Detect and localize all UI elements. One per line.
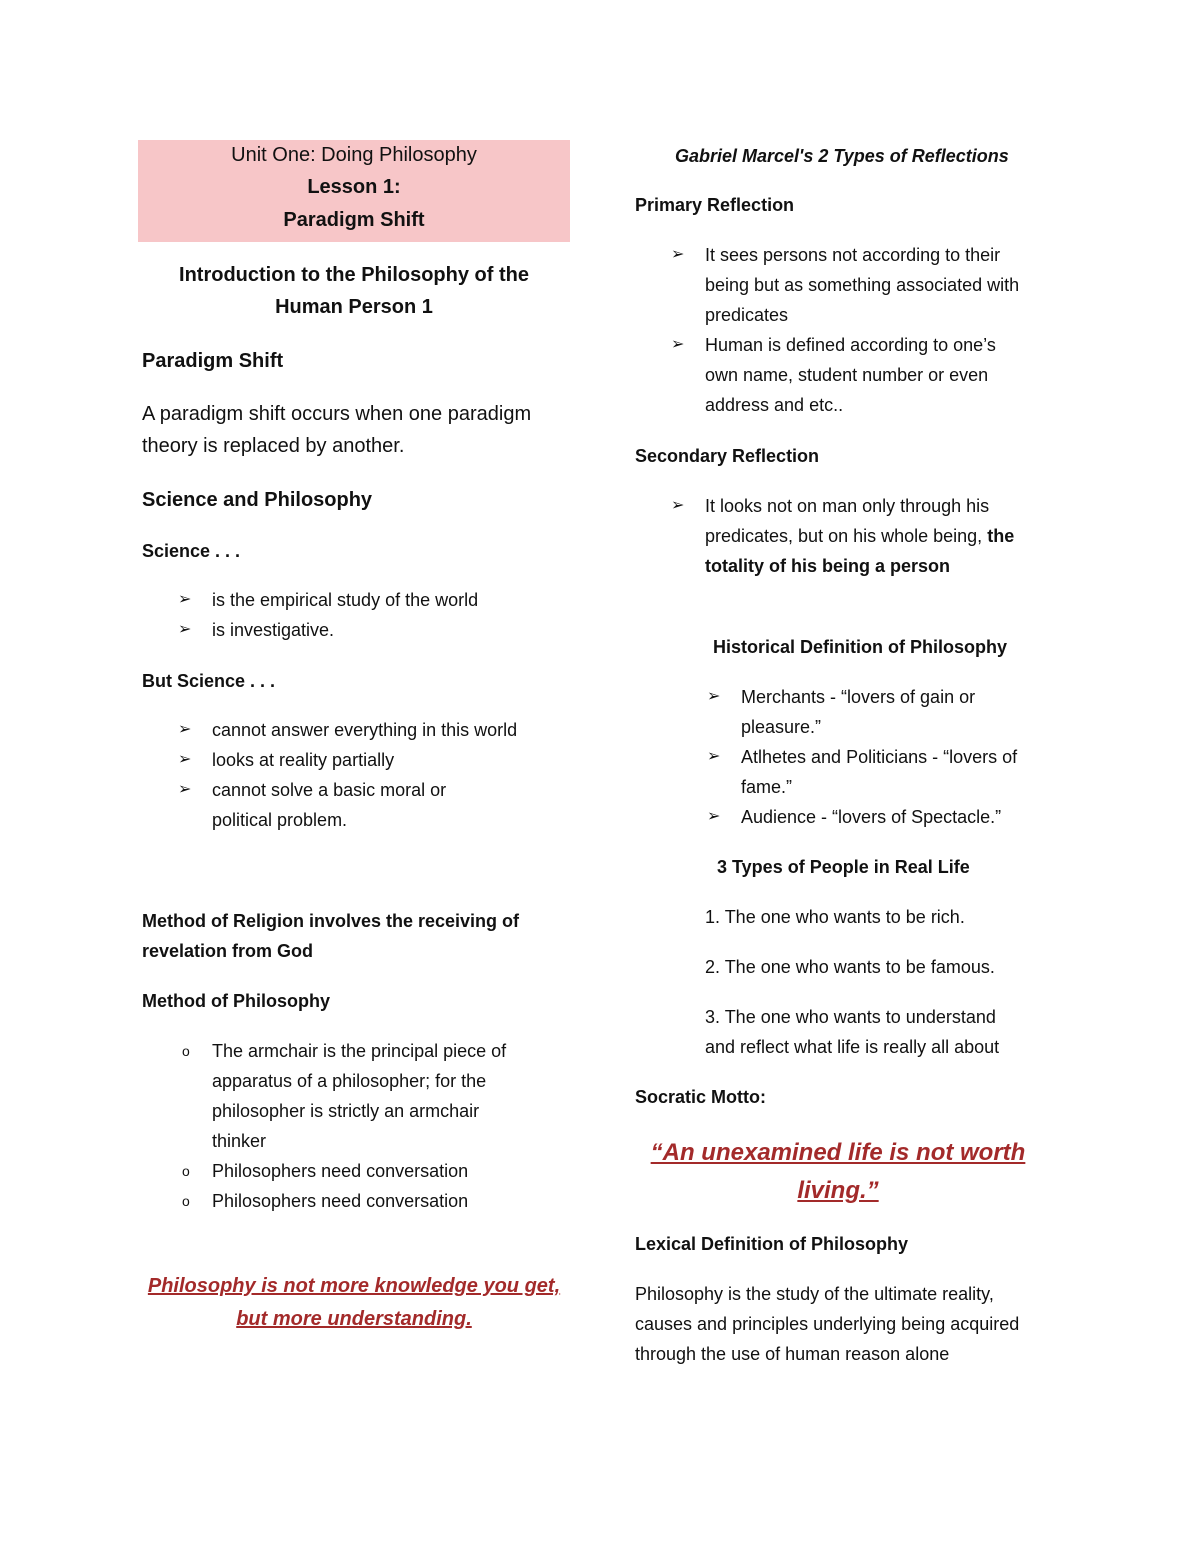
people-types-heading: 3 Types of People in Real Life xyxy=(717,857,970,877)
people-item-3-line1: 3. The one who wants to understand xyxy=(705,1007,996,1027)
people-item-1: 1. The one who wants to be rich. xyxy=(705,907,965,927)
primary-reflection-list xyxy=(671,240,1020,420)
list-item: o Philosophers need conversation xyxy=(212,1186,506,1216)
arrow-bullet-icon: ➢ xyxy=(178,591,192,608)
lexical-text-line1: Philosophy is the study of the ultimate reality, xyxy=(635,1284,994,1304)
but-science-label: But Science . . . xyxy=(142,671,276,691)
arrow-bullet-icon: ➢ xyxy=(671,246,685,263)
philosophy-quote-line2: but more understanding. xyxy=(236,1308,472,1330)
paradigm-text-line2: theory is replaced by another. xyxy=(142,435,405,457)
historical-definition-heading: Historical Definition of Philosophy xyxy=(713,637,1008,657)
lexical-definition-heading: Lexical Definition of Philosophy xyxy=(635,1234,909,1254)
intro-heading-line1: Introduction to the Philosophy of the xyxy=(179,264,529,286)
historical-definition-list xyxy=(707,682,1018,832)
arrow-bullet-icon: ➢ xyxy=(178,621,192,638)
list-item: ➢ Merchants - “lovers of gain or pleasure.” xyxy=(741,682,1017,742)
philosophy-quote-line1: Philosophy is not more knowledge you get, xyxy=(147,1275,561,1297)
method-philosophy-list xyxy=(182,1036,507,1216)
lesson-name: Paradigm Shift xyxy=(283,209,425,231)
arrow-bullet-icon: ➢ xyxy=(707,748,721,765)
lexical-text-line3: through the use of human reason alone xyxy=(635,1344,950,1364)
list-item: ➢ It looks not on man only through his predicates, but on his whole being, the totality of his being a person xyxy=(705,491,1014,581)
list-item: ➢ It sees persons not according to their being but as something associated with predicates xyxy=(705,240,1019,330)
list-item: ➢ cannot solve a basic moral or political problem. xyxy=(212,775,517,835)
lexical-text-line2: causes and principles underlying being acquired xyxy=(635,1314,1020,1334)
people-item-3-line2: and reflect what life is really all about xyxy=(705,1037,1000,1057)
secondary-reflection-list xyxy=(671,491,1015,581)
socratic-motto-heading: Socratic Motto: xyxy=(635,1087,767,1107)
religion-method-line1: Method of Religion involves the receiving of xyxy=(142,911,520,931)
circle-bullet-icon: o xyxy=(182,1163,190,1179)
circle-bullet-icon: o xyxy=(182,1193,190,1209)
socratic-quote-line1: “An unexamined life is not worth xyxy=(650,1139,1026,1166)
list-item: ➢ is the empirical study of the world xyxy=(212,585,478,615)
list-item: ➢ Human is defined according to one’s own name, student number or even address and etc.. xyxy=(705,330,1019,420)
secondary-reflection-heading: Secondary Reflection xyxy=(635,446,820,466)
list-item: ➢ cannot answer everything in this world xyxy=(212,715,517,745)
unit-title: Unit One: Doing Philosophy xyxy=(231,144,477,166)
list-item: ➢ is investigative. xyxy=(212,615,478,645)
paradigm-text-line1: A paradigm shift occurs when one paradigm xyxy=(142,403,532,425)
primary-reflection-heading: Primary Reflection xyxy=(635,195,795,215)
science-list xyxy=(178,585,479,645)
method-philosophy-heading: Method of Philosophy xyxy=(142,991,330,1011)
lesson-number: Lesson 1: xyxy=(307,176,401,198)
arrow-bullet-icon: ➢ xyxy=(707,808,721,825)
list-item: ➢ Atlhetes and Politicians - “lovers of fame.” xyxy=(741,742,1017,802)
paradigm-heading: Paradigm Shift xyxy=(142,350,284,372)
religion-method-line2: revelation from God xyxy=(142,941,314,961)
circle-bullet-icon: o xyxy=(182,1043,190,1059)
lesson-title-box xyxy=(138,140,570,242)
list-item: ➢ Audience - “lovers of Spectacle.” xyxy=(741,802,1017,832)
people-item-2: 2. The one who wants to be famous. xyxy=(705,957,995,977)
science-label: Science . . . xyxy=(142,541,241,561)
arrow-bullet-icon: ➢ xyxy=(671,497,685,514)
arrow-bullet-icon: ➢ xyxy=(178,781,192,798)
arrow-bullet-icon: ➢ xyxy=(707,688,721,705)
list-item: o The armchair is the principal piece of apparatus of a philosopher; for the philosopher is strictly an armchair thinker xyxy=(212,1036,506,1156)
but-science-list xyxy=(178,715,518,835)
marcel-heading: Gabriel Marcel's 2 Types of Reflections xyxy=(675,146,1009,166)
intro-heading-line2: Human Person 1 xyxy=(275,296,433,318)
arrow-bullet-icon: ➢ xyxy=(178,751,192,768)
science-philosophy-heading: Science and Philosophy xyxy=(142,489,373,511)
list-item: o Philosophers need conversation xyxy=(212,1156,506,1186)
list-item: ➢ looks at reality partially xyxy=(212,745,517,775)
arrow-bullet-icon: ➢ xyxy=(671,336,685,353)
socratic-quote-line2: living.” xyxy=(797,1177,879,1204)
arrow-bullet-icon: ➢ xyxy=(178,721,192,738)
